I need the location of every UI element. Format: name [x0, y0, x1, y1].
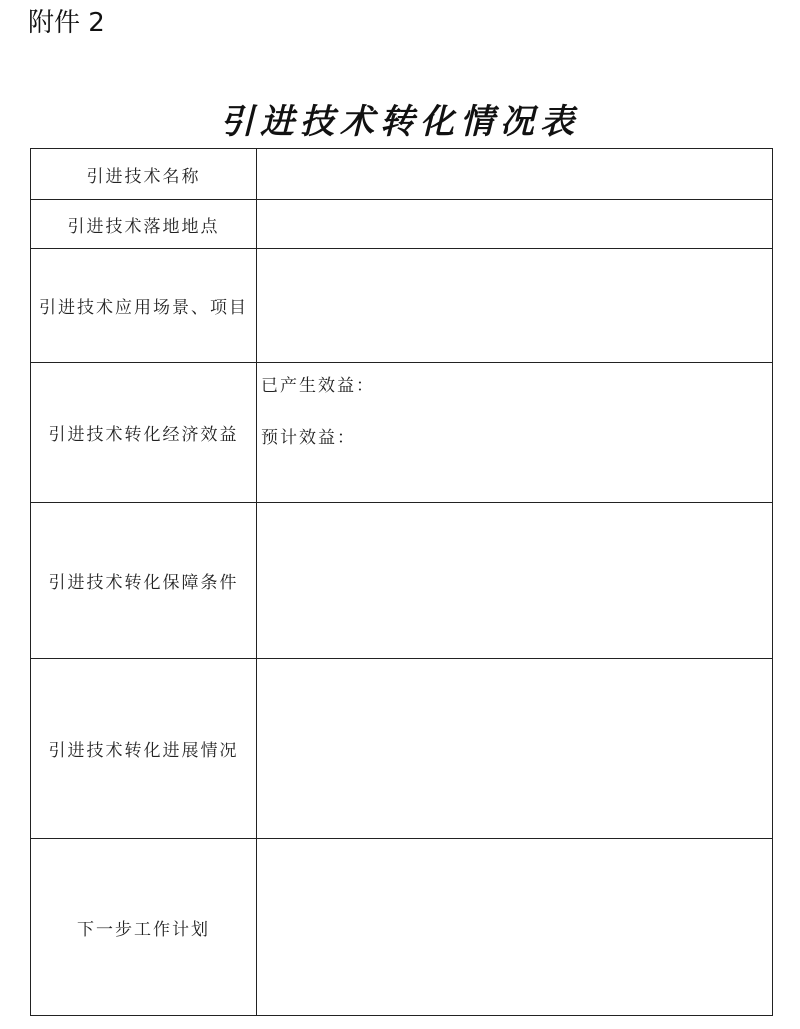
table-row: [31, 363, 773, 503]
table-row: [31, 200, 773, 249]
field-economic-benefit[interactable]: [257, 363, 773, 503]
document-title: 引进技术转化情况表: [220, 102, 580, 142]
row-label-progress: 引进技术转化进展情况: [31, 659, 257, 839]
form-table: [30, 148, 773, 1016]
table-row: [31, 503, 773, 659]
row-label-next-plan: 下一步工作计划: [31, 839, 257, 1016]
attachment-label: 附件 2: [28, 8, 105, 38]
row-label-tech-name: 引进技术名称: [31, 149, 257, 200]
row-label-economic-benefit: 引进技术转化经济效益: [31, 363, 257, 503]
field-tech-name[interactable]: [257, 149, 773, 200]
table-row: [31, 839, 773, 1016]
field-progress[interactable]: [257, 659, 773, 839]
table-row: [31, 659, 773, 839]
row-label-landing-location: 引进技术落地地点: [31, 200, 257, 249]
expected-benefit-label: 预计效益：: [261, 428, 356, 448]
table-row: [31, 149, 773, 200]
field-application-scenario[interactable]: [257, 249, 773, 363]
row-label-application-scenario: 引进技术应用场景、项目: [31, 249, 257, 363]
field-next-plan[interactable]: [257, 839, 773, 1016]
realized-benefit-label: 已产生效益：: [261, 376, 375, 396]
field-support-conditions[interactable]: [257, 503, 773, 659]
table-row: [31, 249, 773, 363]
row-label-support-conditions: 引进技术转化保障条件: [31, 503, 257, 659]
field-landing-location[interactable]: [257, 200, 773, 249]
